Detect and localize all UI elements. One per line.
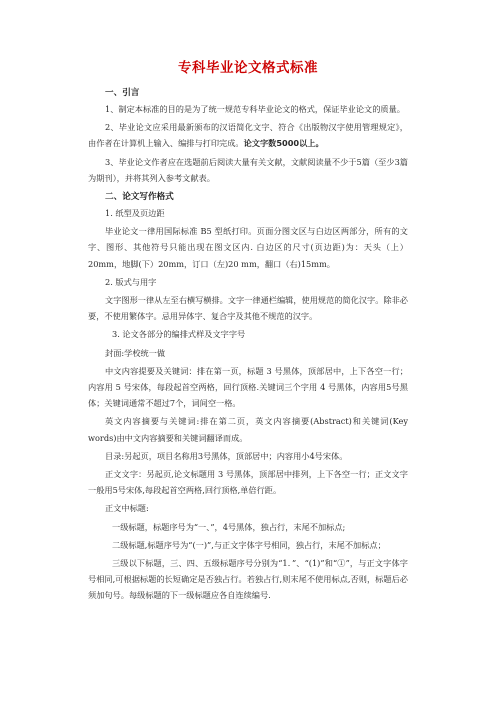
subsection-paper-size: 1. 纸型及页边距	[105, 208, 165, 219]
section-heading-intro: 一、引言	[105, 88, 140, 98]
document-title: 专科毕业论文格式标准	[178, 60, 318, 76]
heading-level-2-rule: 二级标题,标题序号为“(一)”,与正文字体字号相同，独占行，末尾不加标点；	[112, 539, 386, 550]
subsection-layout: 2. 版式与用字	[105, 276, 157, 287]
cover-text: 封面:学校统一做	[105, 347, 166, 358]
intro-paragraph-1: 1、制定本标准的目的是为了统一规范专科毕业论文的格式，保证毕业论文的质量。	[105, 104, 405, 114]
word-count-requirement: 论文字数5000以上。	[243, 138, 324, 149]
intro-paragraph-2-text: 2、毕业论文应采用最新颁布的汉语简化文字、符合《出版物汉字使用管理规定》，由作者在计算机上输入、编排与打印完成。	[88, 122, 408, 149]
body-text-rules: 正文文字：另起页,论文标题用 3 号黑体，顶部居中排列，上下各空一行；正文文字一般用5号宋体,每段起首空两格,回行顶格,单倍行距。	[88, 469, 408, 496]
paper-size-text: 毕业论文一律用国际标准 B5 型纸打印。页面分图文区与白边区两部分，所有的文字、图形、其他符号只能出现在图文区内. 白边区的尺寸(页边距)为：天头（上）20mm，地脚(下）20mm，订口（左)20 mm，翻口（右)15mm。	[88, 226, 408, 269]
section-heading-format: 二、论文写作格式	[105, 192, 174, 203]
heading-level-1-rule: 一级标题，标题序号为“一、”，4号黑体，独占行，末尾不加标点;	[112, 521, 346, 532]
abstract-cn-text: 中文内容提要及关键词：排在第一页，标题 3 号黑体，顶部居中，上下各空一行；内容用 5 号宋体，每段起首空两格，回行顶格.关键词三个字用 4 号黑体，内容用5号黑体；关键词通常不超过7个，词间空一格。	[88, 365, 408, 409]
subsection-parts-format: 3. 论文各部分的编排式样及文字字号	[112, 329, 246, 340]
toc-text: 目录:另起页，项目名称用3号黑体，顶部居中；内容用小4号宋体。	[105, 450, 348, 461]
headings-label: 正文中标题:	[105, 503, 149, 514]
intro-paragraph-2	[88, 119, 408, 151]
heading-level-3-rule: 三级以下标题，三、四、五级标题序号分别为“1．”、“(1)”和“①”，与正文字体字号相同,可根据标题的长短确定是否独占行。若独占行,则末尾不使用标点,否则，标题后必须加句号。每级标题的下一级标题应各自连续编号.	[88, 558, 408, 601]
intro-paragraph-3: 3、毕业论文作者应在选题前后阅读大量有关文献，文献阅读量不少于5篇（至少3篇为期刊），并将其列入参考文献表。	[88, 156, 408, 183]
layout-text: 文字图形一律从左至右横写横排。文字一律通栏编辑，使用规范的简化汉字。除非必要，不使用繁体字。忌用异体字、复合字及其他不规范的汉字。	[88, 295, 408, 322]
document-page	[88, 56, 408, 606]
abstract-en-text: 英文内容摘要与关键词:排在第二页，英文内容摘要(Abstract)和关键词(Key words)由中文内容摘要和关键词翻译而成。	[88, 416, 408, 443]
